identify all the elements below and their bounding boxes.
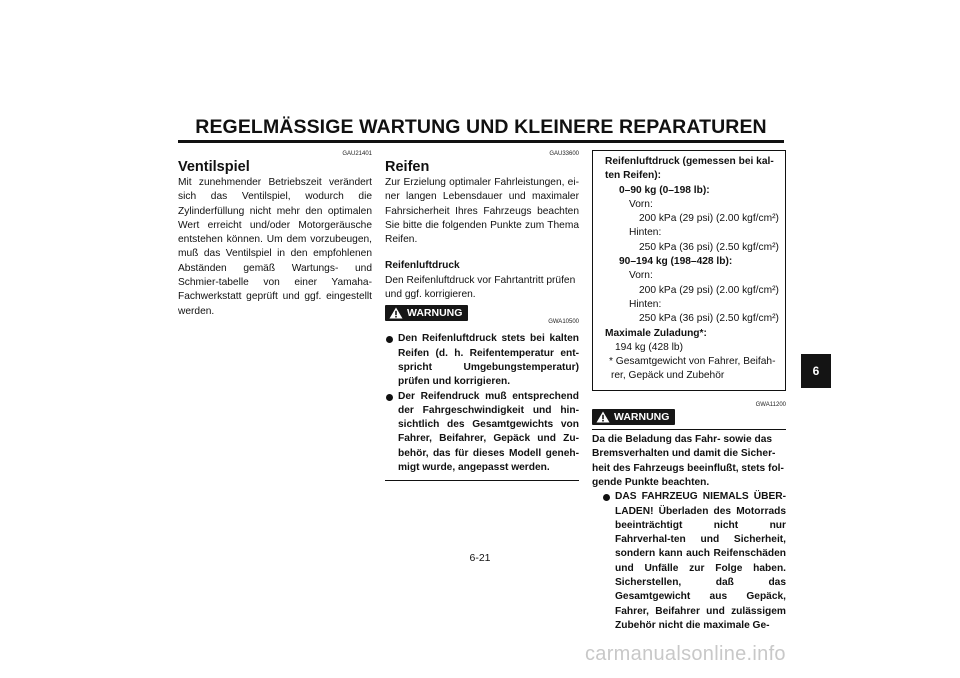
spec-value: 200 kPa (29 psi) (2.00 kgf/cm²) [639, 284, 779, 296]
warning-code: GWA11200 [755, 401, 786, 408]
warning-bullet-list [385, 332, 579, 475]
page-title: REGELMÄSSIGE WARTUNG UND KLEINERE REPARATUREN [195, 116, 767, 138]
warning-badge [385, 305, 468, 321]
spec-footnote: * Gesamtgewicht von Fahrer, Beifah-rer, Gepäck und Zubehör [609, 356, 776, 382]
spec-range-heavy: 90–194 kg (198–428 lb): [619, 256, 733, 268]
column-tires [385, 150, 579, 481]
warning-block [385, 305, 579, 481]
bullet-icon [603, 494, 610, 501]
load-warning-list [592, 490, 786, 633]
warning-triangle-icon [389, 307, 403, 319]
section-heading-tires: Reifen [385, 159, 430, 175]
spec-max-load-label: Maximale Zuladung*: [605, 327, 707, 339]
spec-rear-label: Hinten: [629, 298, 662, 310]
tire-pressure-paragraph: Den Reifenluftdruck vor Fahrtantritt prüfen und ggf. korrigieren. [385, 274, 576, 301]
warning-badge [592, 409, 675, 425]
bullet-icon [386, 394, 393, 401]
spec-value: 250 kPa (36 psi) (2.50 kgf/cm²) [639, 313, 779, 325]
watermark-text: carmanualsonline.info [585, 643, 786, 665]
header-rule [178, 140, 784, 143]
warning-code: GWA10500 [548, 319, 579, 326]
list-item: DAS FAHRZEUG NIEMALS ÜBER-LADEN! Überladen des Motorrads beeinträchtigt nicht nur Fahrverhal-ten und Sicherheit, sondern kann auch Reifenschäden und Unfälle zur Folge haben. Sicherstellen, daß das Gesamtgewicht aus Gepäck, Fahrer, Beifahrer und zulässigem Zubehör nicht die maximale Ge- [602, 490, 786, 633]
warning-label: WARNUNG [407, 307, 463, 320]
bullet-icon [386, 336, 393, 343]
load-warning-text: Da die Beladung das Fahr- sowie das Bremsverhalten und damit die Sicher-heit des Fahrzeugs beeinflußt, stets fol-gende Punkte beachten. [592, 434, 784, 488]
spec-front-label: Vorn: [629, 198, 653, 210]
column-specs-warning [592, 150, 786, 633]
list-item: Der Reifendruck muß entsprechend der Fahrgeschwindigkeit und hin-sichtlich des Gesamtgewichts von Fahrer, Beifahrer, Gepäck und Zu-behör, das für dieses Modell geneh-migt wurde, angepasst werden. [385, 390, 579, 476]
spec-rear-label: Hinten: [629, 227, 662, 239]
section-code: GAU21401 [342, 151, 372, 157]
column-valve-clearance [178, 150, 372, 319]
valve-clearance-paragraph: Mit zunehmender Betriebszeit verändert sich das Ventilspiel, wodurch die Zylinderfüllung nicht mehr den optimalen Wert erreicht und/oder Motorgeräusche entstehen können. Um dem vorzubeugen, muß das Ventilspiel in den empfohlenen Abständen gemäß Wartungs- und Schmier-tabelle von einer Yamaha-Fachwerkstatt geprüft und ggf. eingestellt werden. [178, 177, 372, 317]
section-code: GAU33600 [549, 151, 579, 157]
spec-max-load-value: 194 kg (428 lb) [615, 341, 683, 353]
spec-title: Reifenluftdruck (gemessen bei kal-ten Reifen): [605, 156, 774, 182]
warning-label: WARNUNG [614, 410, 670, 423]
spec-front-label: Vorn: [629, 270, 653, 282]
section-heading-valve-clearance: Ventilspiel [178, 159, 250, 175]
tire-pressure-subheading: Reifenluftdruck [385, 260, 460, 272]
spec-value: 200 kPa (29 psi) (2.00 kgf/cm²) [639, 213, 779, 225]
tire-pressure-spec-box [592, 150, 786, 391]
spec-range-light: 0–90 kg (0–198 lb): [619, 184, 710, 196]
spec-value: 250 kPa (36 psi) (2.50 kgf/cm²) [639, 241, 779, 253]
chapter-tab: 6 [801, 354, 831, 388]
warning-header [592, 409, 786, 430]
tires-paragraph: Zur Erzielung optimaler Fahrleistungen, ei-ner langen Lebensdauer und maximaler Fahrsicherheit Ihres Fahrzeugs beachten Sie bitte die folgenden Punkte zum Thema Reifen. [385, 177, 579, 246]
page-number: 6-21 [469, 552, 491, 564]
warning-triangle-icon [596, 411, 610, 423]
list-item: Den Reifenluftdruck stets bei kalten Reifen (d. h. Reifentemperatur ent-spricht Umgebungstemperatur) prüfen und korrigieren. [385, 332, 579, 389]
